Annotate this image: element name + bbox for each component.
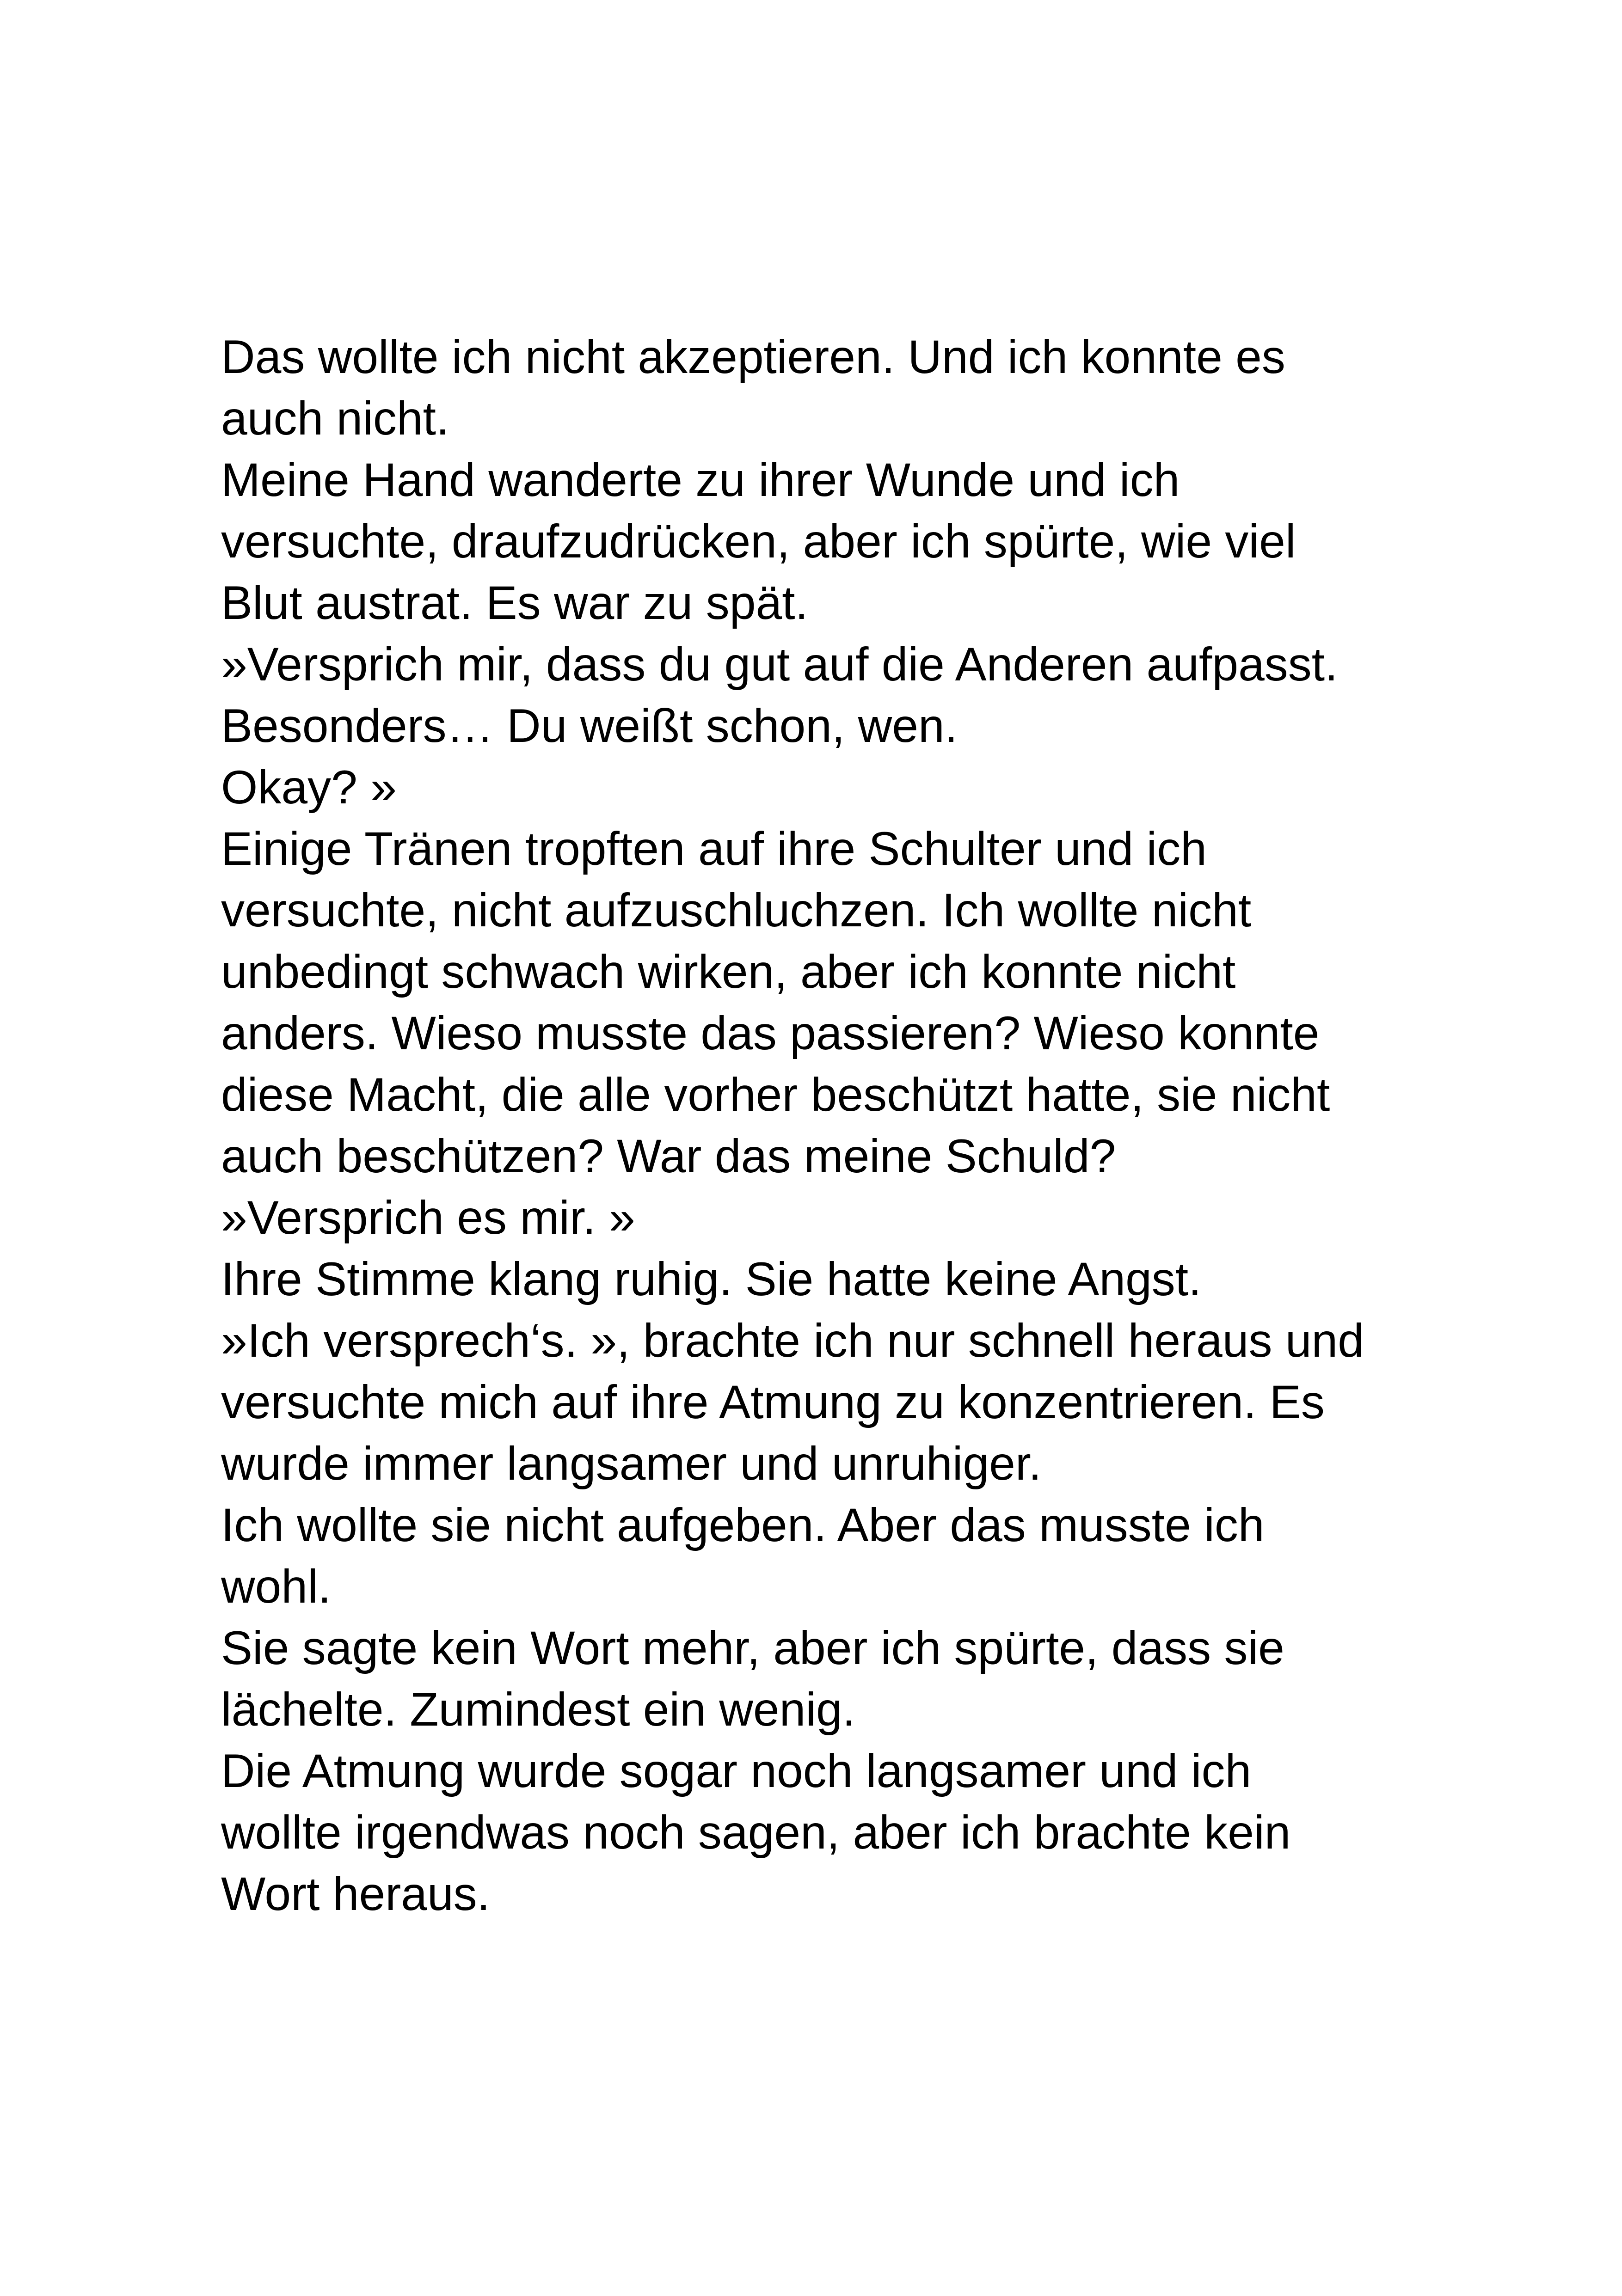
text-line: wurde immer langsamer und unruhiger. [221,1437,1042,1490]
text-line: lächelte. Zumindest ein wenig. [221,1683,856,1736]
text-line: versuchte, nicht aufzuschluchzen. Ich wollte nicht [221,884,1252,937]
text-line: Wort heraus. [221,1867,491,1920]
text-line: anders. Wieso musste das passieren? Wieso konnte [221,1007,1320,1059]
text-line: Okay? » [221,761,397,814]
text-line: Das wollte ich nicht akzeptieren. Und ich konnte es [221,331,1285,383]
text-line: Blut austrat. Es war zu spät. [221,576,808,629]
text-line: Ich wollte sie nicht aufgeben. Aber das musste ich [221,1499,1265,1551]
body-text [221,326,1405,1925]
text-line: auch beschützen? War das meine Schuld? [221,1130,1116,1182]
text-line: diese Macht, die alle vorher beschützt hatte, sie nicht [221,1068,1330,1121]
text-line: »Ich versprech‘s. », brachte ich nur schnell heraus und [221,1314,1364,1367]
text-line: Einige Tränen tropften auf ihre Schulter und ich [221,822,1207,875]
text-line: wollte irgendwas noch sagen, aber ich brachte kein [221,1806,1291,1859]
text-line: Meine Hand wanderte zu ihrer Wunde und ich [221,453,1180,506]
text-line: auch nicht. [221,392,449,445]
text-line: unbedingt schwach wirken, aber ich konnte nicht [221,945,1236,998]
text-line: wohl. [221,1560,332,1613]
text-line: Besonders… Du weißt schon, wen. [221,699,958,752]
text-line: »Versprich es mir. » [221,1191,635,1244]
text-line: versuchte mich auf ihre Atmung zu konzentrieren. Es [221,1376,1325,1428]
text-line: Die Atmung wurde sogar noch langsamer und ich [221,1745,1252,1797]
text-line: »Versprich mir, dass du gut auf die Anderen aufpasst. [221,638,1338,691]
text-line: Ihre Stimme klang ruhig. Sie hatte keine Angst. [221,1253,1202,1305]
text-line: Sie sagte kein Wort mehr, aber ich spürte, dass sie [221,1622,1284,1674]
text-line: versuchte, draufzudrücken, aber ich spürte, wie viel [221,515,1296,568]
